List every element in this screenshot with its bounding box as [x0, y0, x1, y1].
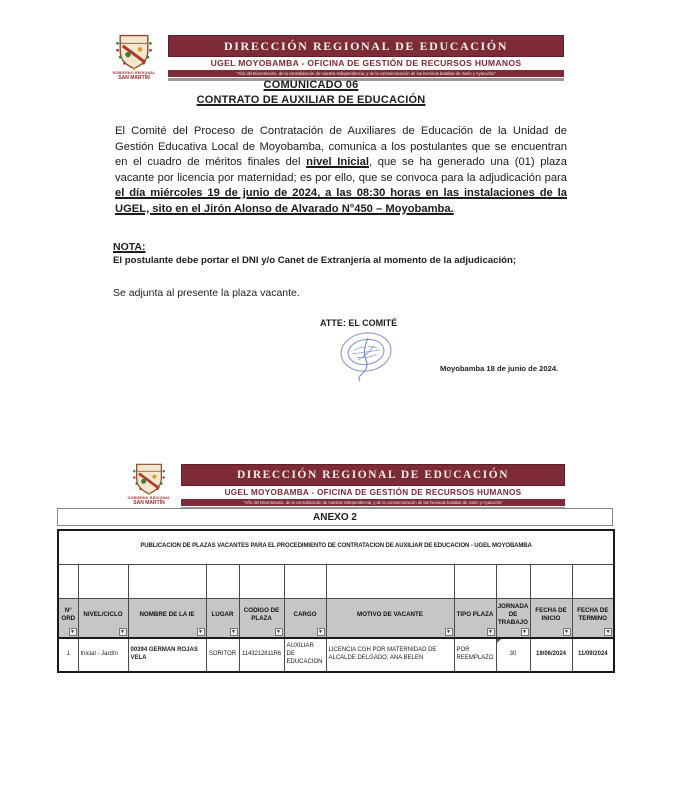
banner-title: DIRECCIÓN REGIONAL DE EDUCACIÓN: [168, 35, 564, 57]
table-title-row: [58, 530, 614, 564]
motto-bar: "Año del Bicentenario, de la consolidación de nuestra Independencia, y de la conmemoración de las heroicas batallas de Junín y Ayacucho": [181, 499, 565, 506]
spacer-cell: [284, 564, 326, 598]
banner-title: DIRECCIÓN REGIONAL DE EDUCACIÓN: [181, 464, 565, 486]
nota-text: El postulante debe portar el DNI y/o Canet de Extranjería al momento de la adjudicación;: [113, 255, 517, 266]
excel-error-indicator: [497, 639, 501, 643]
body-segment: , que se ha generado una (01) plaza vacante por licencia por maternidad; es por ello, que se convoca para la adjudicación para: [115, 156, 567, 184]
table-cell: 1: [58, 638, 78, 672]
table-row: [58, 638, 614, 672]
table-cell: 00394 GERMAN ROJAS VELA: [128, 638, 206, 672]
letterhead-top: [108, 33, 564, 81]
san-martin-emblem: [108, 33, 160, 81]
filter-dropdown-icon[interactable]: ▼: [120, 629, 125, 635]
emblem-caption: SAN MARTÍN: [118, 75, 150, 81]
column-header: [326, 598, 454, 638]
column-header: [206, 598, 239, 638]
letterhead-annex: [125, 462, 565, 508]
column-header-label: TIPO PLAZA: [456, 610, 494, 618]
filter-dropdown-icon[interactable]: ▼: [70, 629, 75, 635]
filter-dropdown-icon[interactable]: ▼: [522, 629, 527, 635]
spacer-row: [58, 564, 614, 598]
column-header-label: N° ORD: [61, 607, 76, 622]
nota-label: NOTA:: [113, 241, 146, 253]
spacer-cell: [572, 564, 614, 598]
body-segment: nivel Inicial: [306, 156, 369, 169]
column-header-label: JORNADA DE TRABAJO: [497, 603, 529, 626]
table-cell: 19/06/2024: [530, 638, 572, 672]
table-cell: 1143212811R6: [239, 638, 284, 672]
letterhead-bars: [181, 464, 565, 510]
column-header-label: NIVEL/CICLO: [83, 610, 123, 618]
body-segment: El Comité del Proceso de Contratación de Auxiliares de Educación de la Unidad de Gestión Educativa Local de Moyobamba, comunica a los postulantes que se encuentran en el cuadro de méritos finales del: [115, 125, 567, 169]
table-cell: 30: [496, 638, 530, 672]
filter-dropdown-icon[interactable]: ▼: [564, 629, 569, 635]
column-header: [284, 598, 326, 638]
filter-dropdown-icon[interactable]: ▼: [488, 629, 493, 635]
table-cell: Inicial - Jardín: [78, 638, 128, 672]
table-cell: LICENCIA CGH POR MATERNIDAD DE ALCALDE DELGADO, ANA BELEN: [326, 638, 454, 672]
emblem-caption: SAN MARTÍN: [133, 500, 165, 506]
vacancy-table-wrap: [57, 529, 613, 673]
column-header-label: NOMBRE DE LA IE: [139, 610, 195, 618]
anexo-label: ANEXO 2: [57, 508, 613, 526]
vacancy-table: [57, 529, 615, 673]
office-subtitle: UGEL MOYOBAMBA - OFICINA DE GESTIÓN DE RECURSOS HUMANOS: [210, 58, 522, 68]
table-cell: AUXILIAR DE EDUCACION: [284, 638, 326, 672]
letterhead-bars: [168, 35, 564, 81]
body-segment: el día miércoles 19 de junio de 2024, a las 08:30 horas en las instalaciones de la UGEL, sito en el Jirón Alonso de Alvarado N°450 – Moyobamba.: [115, 187, 567, 215]
spacer-cell: [206, 564, 239, 598]
column-header: [58, 598, 78, 638]
vacancy-table-header-row: [58, 598, 614, 638]
column-header-label: FECHA DE TERMINO: [577, 607, 609, 622]
date-line: Moyobamba 18 de junio de 2024.: [440, 364, 559, 373]
column-header-label: CARGO: [293, 610, 317, 618]
communique-subject-title: CONTRATO DE AUXILIAR DE EDUCACIÓN: [196, 94, 426, 106]
committee-stamp-icon: [338, 330, 394, 387]
office-subtitle: UGEL MOYOBAMBA - OFICINA DE GESTIÓN DE RECURSOS HUMANOS: [224, 488, 522, 497]
attachment-note: Se adjunta al presente la plaza vacante.: [113, 287, 300, 299]
vacancy-table-body: [58, 638, 614, 672]
spacer-cell: [239, 564, 284, 598]
filter-dropdown-icon[interactable]: ▼: [198, 629, 203, 635]
communique-body: [115, 124, 567, 218]
motto-bar: "Año del Bicentenario, de la consolidación de nuestra Independencia, y de la conmemoración de las heroicas batallas de Junín y Ayacucho": [168, 70, 564, 77]
table-title: PUBLICACION DE PLAZAS VACANTES PARA EL PROCEDIMIENTO DE CONTRATACION DE AUXILIAR DE EDUCACION - UGEL MOYOBAMBA: [58, 530, 614, 564]
communique-number-title: COMUNICADO 06: [263, 79, 359, 91]
column-header: [454, 598, 496, 638]
spacer-cell: [78, 564, 128, 598]
spacer-cell: [58, 564, 78, 598]
column-header: [128, 598, 206, 638]
table-cell: POR REEMPLAZO: [454, 638, 496, 672]
column-header: [530, 598, 572, 638]
san-martin-crest-icon: [129, 462, 169, 496]
filter-dropdown-icon[interactable]: ▼: [446, 629, 451, 635]
emblem-caption: GOBIERNO REGIONAL: [127, 496, 171, 500]
column-header: [239, 598, 284, 638]
filter-dropdown-icon[interactable]: ▼: [318, 629, 323, 635]
column-header-label: CODIGO DE PLAZA: [243, 607, 280, 622]
column-header-label: LUGAR: [211, 610, 234, 618]
filter-dropdown-icon[interactable]: ▼: [276, 629, 281, 635]
san-martin-crest-icon: [112, 33, 156, 71]
spacer-cell: [454, 564, 496, 598]
filter-dropdown-icon[interactable]: ▼: [231, 629, 236, 635]
column-header: [78, 598, 128, 638]
column-header: [496, 598, 530, 638]
column-header: [572, 598, 614, 638]
san-martin-emblem: [125, 462, 173, 506]
signature-label: ATTE: EL COMITÉ: [320, 318, 398, 328]
table-cell: 11/09/2024: [572, 638, 614, 672]
spacer-cell: [128, 564, 206, 598]
emblem-caption: GOBIERNO REGIONAL: [112, 71, 156, 75]
column-header-label: MOTIVO DE VACANTE: [357, 610, 423, 618]
table-cell: SORITOR: [206, 638, 239, 672]
spacer-cell: [530, 564, 572, 598]
filter-dropdown-icon[interactable]: ▼: [605, 629, 611, 635]
spacer-cell: [326, 564, 454, 598]
column-header-label: FECHA DE INICIO: [535, 607, 567, 622]
spacer-cell: [496, 564, 530, 598]
